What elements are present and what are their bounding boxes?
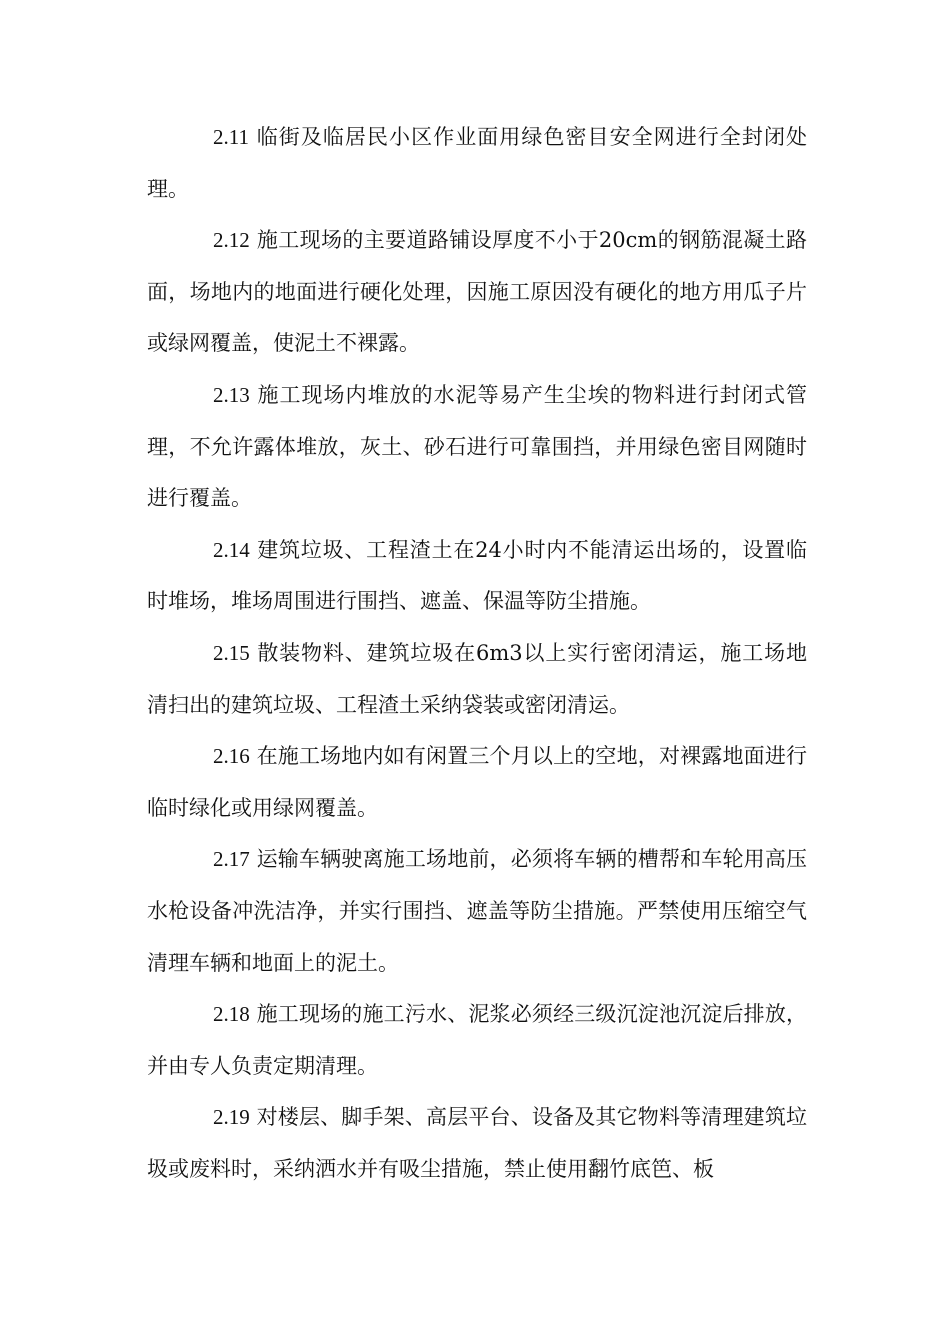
clause-text: 对楼层、脚手架、高层平台、设备及其它物料等清理建筑垃圾或废料时，采纳洒水并有吸尘措施，禁止使用翻竹底笆、板: [147, 1105, 807, 1181]
clause-number: 2.17: [213, 847, 250, 872]
paragraph-2-18: [147, 989, 807, 1092]
document-body: [147, 112, 807, 1195]
paragraph-2-14: [147, 525, 807, 628]
clause-number: 2.11: [213, 125, 249, 149]
clause-text: 建筑垃圾、工程渣土在24小时内不能清运出场的，设置临时堆场，堆场周围进行围挡、遮盖、保温等防尘措施。: [147, 537, 807, 614]
clause-text: 散装物料、建筑垃圾在6m3以上实行密闭清运，施工场地清扫出的建筑垃圾、工程渣土采纳袋装或密闭清运。: [147, 640, 807, 717]
clause-text: 施工现场的施工污水、泥浆必须经三级沉淀池沉淀后排放，并由专人负责定期清理。: [147, 1002, 807, 1078]
clause-number: 2.16: [213, 744, 250, 769]
clause-text: 临街及临居民小区作业面用绿色密目安全网进行全封闭处理。: [147, 125, 807, 201]
paragraph-2-15: [147, 628, 807, 731]
clause-number: 2.18: [213, 1002, 250, 1027]
clause-text: 运输车辆驶离施工场地前，必须将车辆的槽帮和车轮用高压水枪设备冲洗洁净，并实行围挡、遮盖等防尘措施。严禁使用压缩空气清理车辆和地面上的泥土。: [147, 847, 807, 975]
clause-number: 2.19: [213, 1105, 250, 1130]
clause-number: 2.14: [213, 537, 250, 562]
clause-number: 2.12: [213, 228, 250, 253]
clause-number: 2.15: [213, 640, 250, 665]
clause-text: 施工现场的主要道路铺设厚度不小于20cm的钢筋混凝土路面，场地内的地面进行硬化处理，因施工原因没有硬化的地方用瓜子片或绿网覆盖，使泥土不裸露。: [147, 228, 807, 356]
paragraph-2-11: [147, 112, 807, 215]
paragraph-2-12: [147, 215, 807, 370]
paragraph-2-16: [147, 731, 807, 834]
paragraph-2-17: [147, 834, 807, 989]
clause-text: 在施工场地内如有闲置三个月以上的空地，对裸露地面进行临时绿化或用绿网覆盖。: [147, 744, 807, 820]
paragraph-2-19: [147, 1092, 807, 1195]
paragraph-2-13: [147, 370, 807, 525]
clause-text: 施工现场内堆放的水泥等易产生尘埃的物料进行封闭式管理，不允许露体堆放，灰土、砂石进行可靠围挡，并用绿色密目网随时进行覆盖。: [147, 382, 807, 511]
clause-number: 2.13: [213, 382, 250, 407]
